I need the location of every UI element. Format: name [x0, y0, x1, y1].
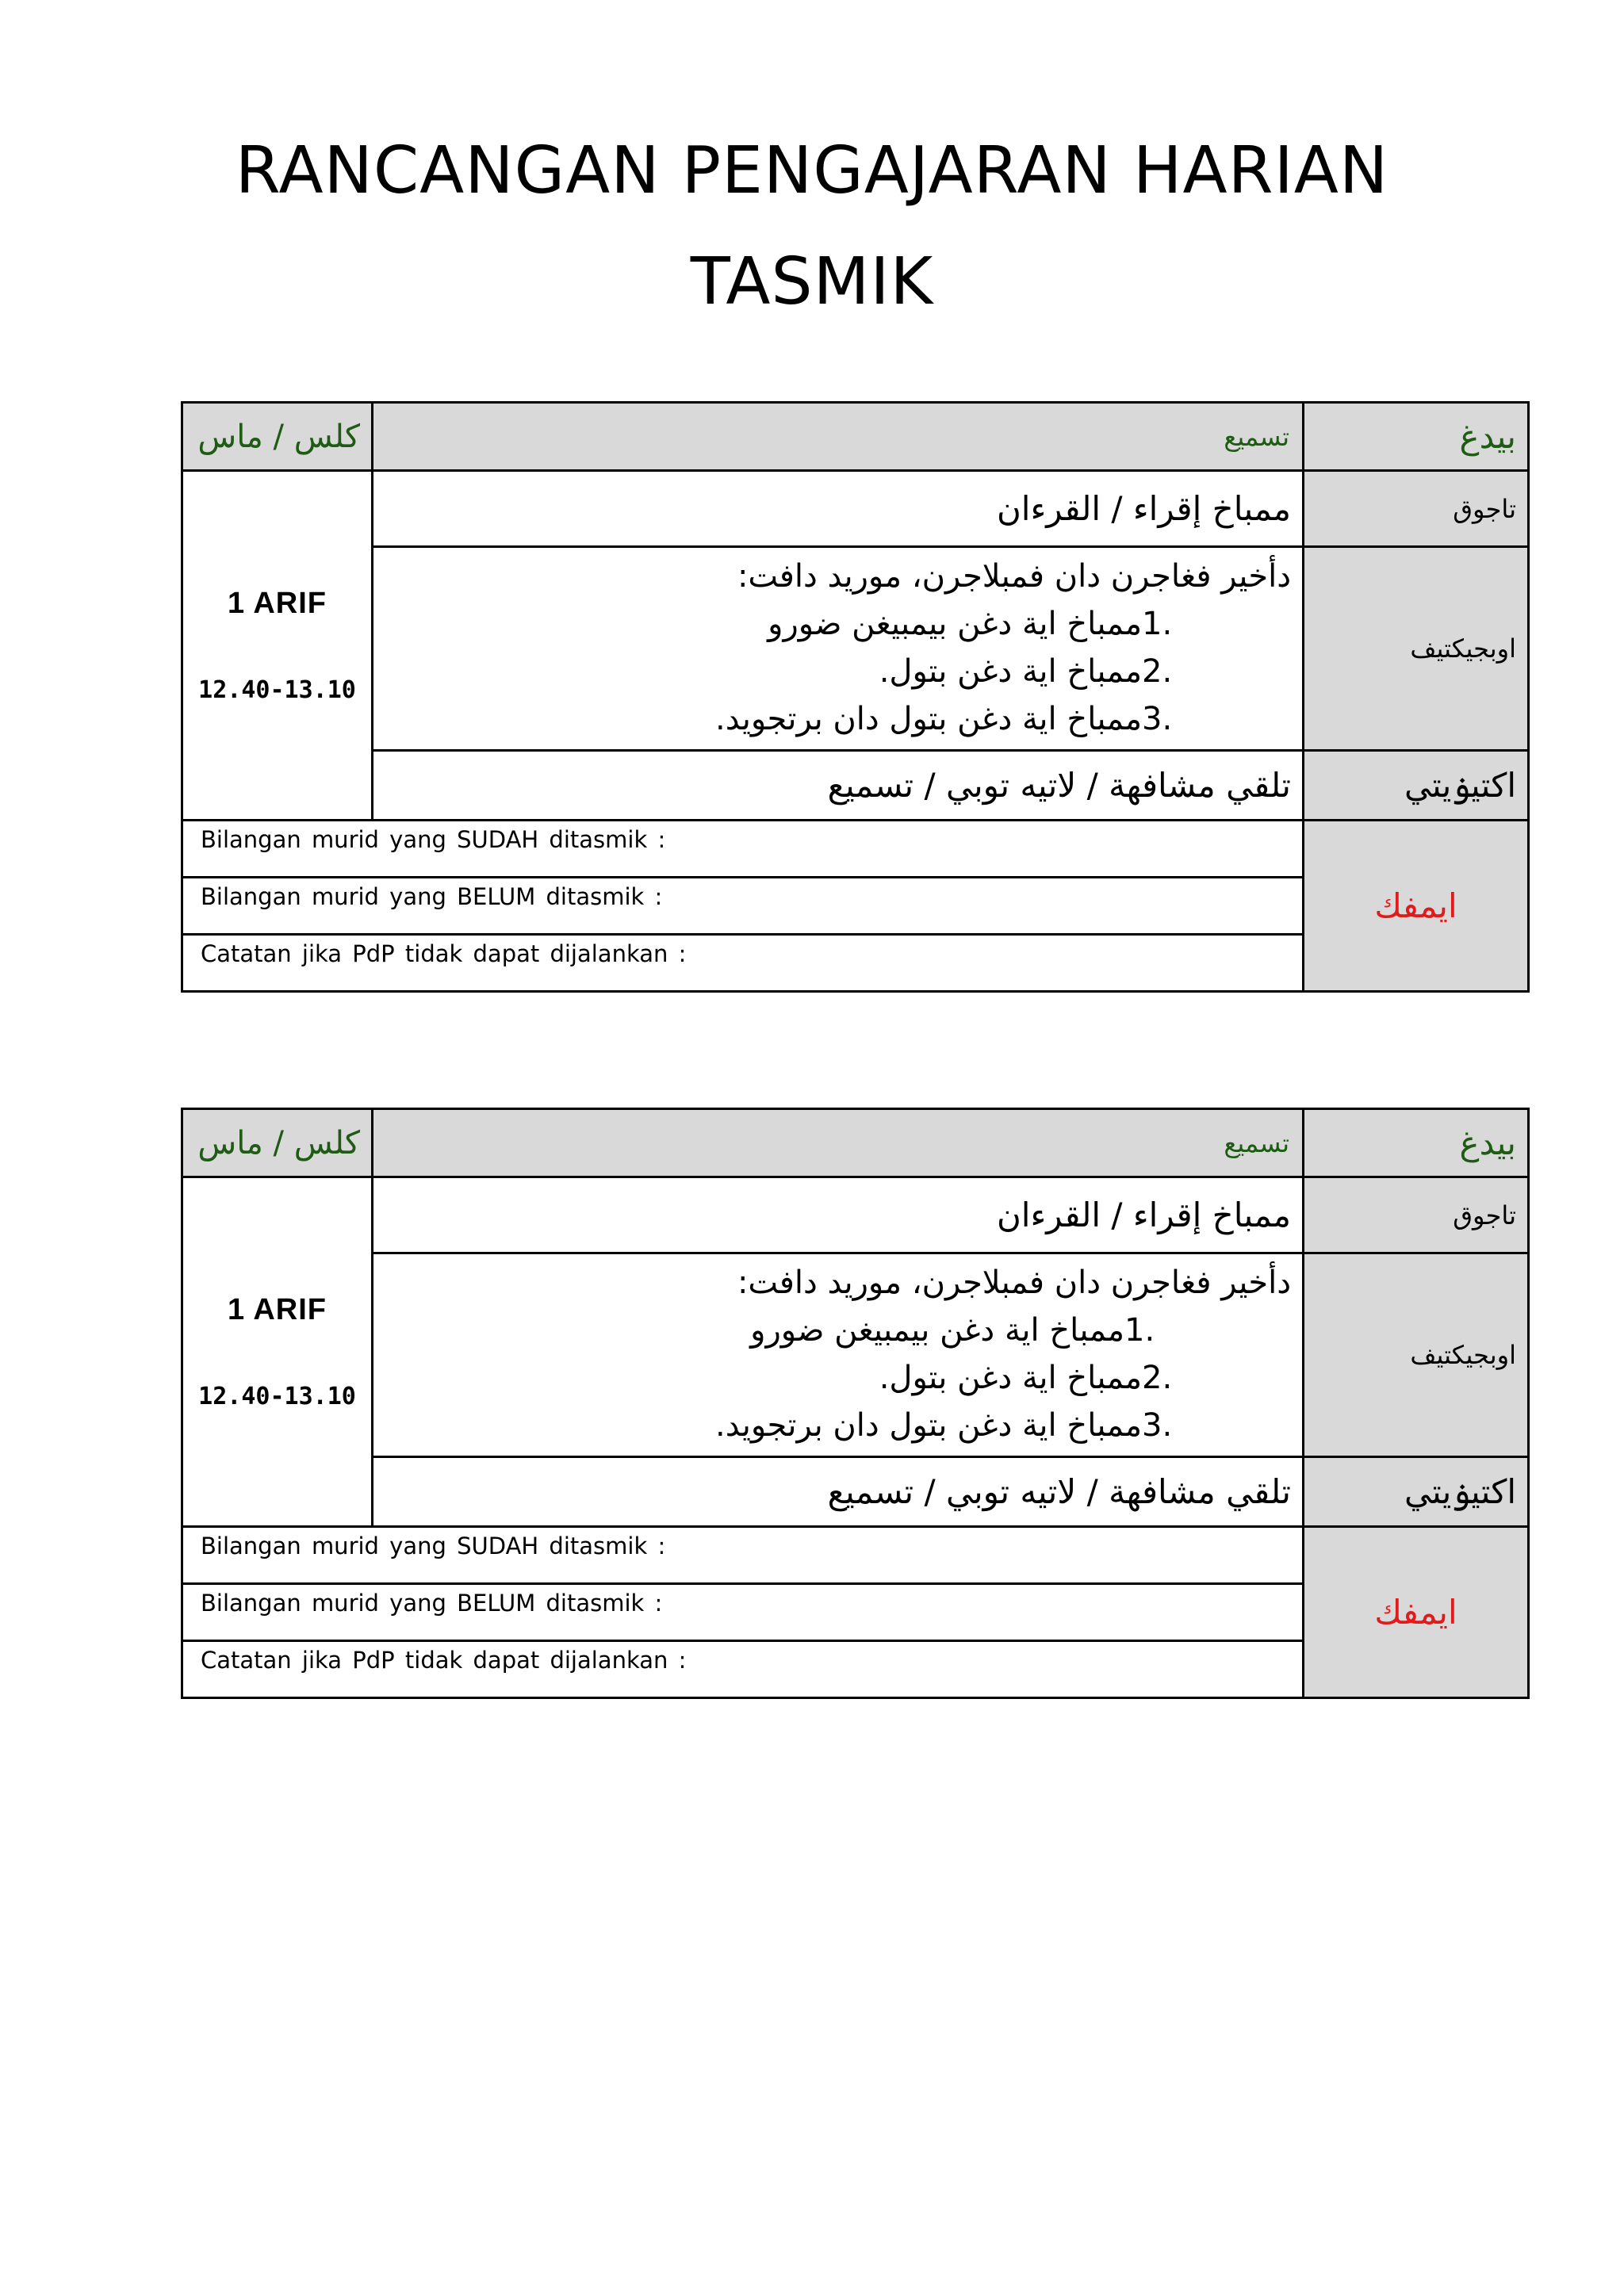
impak-catatan-text: Catatan jika PdP tidak dapat dijalankan : — [201, 1647, 687, 1674]
impak-catatan-line — [182, 935, 1304, 992]
objektif-row — [182, 1253, 1529, 1457]
objektif-content — [373, 547, 1304, 751]
objektif-row — [182, 547, 1529, 751]
objektif-item-number: 2. — [1142, 1360, 1173, 1396]
objektif-item — [373, 695, 1197, 743]
aktiviti-label: اكتيۏيتي — [1304, 751, 1529, 821]
impak-catatan-line — [182, 1641, 1304, 1698]
document-title: RANCANGAN PENGAJARAN HARIAN — [235, 133, 1389, 209]
lesson-plan-table — [181, 401, 1530, 993]
objektif-item-number: 1. — [1124, 1312, 1155, 1349]
tajuk-row — [182, 471, 1529, 547]
header-row — [182, 1109, 1529, 1177]
document-subtitle: TASMIK — [690, 244, 934, 320]
objektif-item — [373, 1307, 1180, 1354]
impak-row — [182, 821, 1529, 878]
tajuk-value: ممباخ إقراء / القرءان — [373, 1177, 1304, 1253]
objektif-item-text: ممباخ اية دغن بيمبيغن ضورو — [768, 606, 1142, 642]
bidang-label: بيدغ — [1304, 1109, 1529, 1177]
objektif-item — [373, 1354, 1197, 1402]
impak-belum-text: Bilangan murid yang BELUM ditasmik : — [201, 1590, 663, 1617]
tajuk-label: تاجوق — [1304, 1177, 1529, 1253]
objektif-item-text: ممباخ اية دغن بتول. — [879, 1360, 1142, 1396]
class-name: 1 ARIF — [228, 587, 327, 620]
objektif-item — [373, 648, 1197, 695]
impak-belum-line — [182, 1584, 1304, 1641]
subject-value: تسميع — [373, 1109, 1304, 1177]
impak-catatan-text: Catatan jika PdP tidak dapat dijalankan : — [201, 940, 687, 967]
objektif-item-number: 2. — [1142, 653, 1173, 690]
objektif-intro: دأخير فغاجرن دان فمبلاجرن، موريد دافت: — [737, 558, 1291, 595]
aktiviti-value: تلقي مشافهة / لاتيه توبي / تسميع — [373, 751, 1304, 821]
objektif-item-number: 1. — [1142, 606, 1173, 642]
impak-belum-line — [182, 878, 1304, 935]
tajuk-row — [182, 1177, 1529, 1253]
bidang-label: بيدغ — [1304, 403, 1529, 471]
impak-sudah-text: Bilangan murid yang SUDAH ditasmik : — [201, 826, 666, 853]
class-name: 1 ARIF — [228, 1293, 327, 1326]
impak-row — [182, 1527, 1529, 1584]
objektif-item-text: ممباخ اية دغن بتول. — [879, 653, 1142, 690]
impak-belum-text: Bilangan murid yang BELUM ditasmik : — [201, 883, 663, 910]
tajuk-label: تاجوق — [1304, 471, 1529, 547]
impak-label: ايمفك — [1304, 1527, 1529, 1698]
impak-sudah-line — [182, 1527, 1304, 1584]
objektif-item-text: ممباخ اية دغن بتول دان برتجويد. — [715, 701, 1142, 737]
objektif-item — [373, 600, 1197, 648]
header-row — [182, 403, 1529, 471]
objektif-item-number: 3. — [1142, 701, 1173, 737]
aktiviti-row — [182, 1457, 1529, 1527]
class-time: 12.40-13.10 — [198, 1383, 356, 1410]
class-time: 12.40-13.10 — [198, 676, 356, 704]
aktiviti-value: تلقي مشافهة / لاتيه توبي / تسميع — [373, 1457, 1304, 1527]
objektif-item — [373, 1402, 1197, 1449]
aktiviti-label: اكتيۏيتي — [1304, 1457, 1529, 1527]
objektif-item-number: 3. — [1142, 1407, 1173, 1444]
objektif-item-text: ممباخ اية دغن بتول دان برتجويد. — [715, 1407, 1142, 1444]
objektif-label: اوبجيكتيف — [1304, 547, 1529, 751]
class-time-cell — [182, 1177, 373, 1527]
objektif-intro: دأخير فغاجرن دان فمبلاجرن، موريد دافت: — [737, 1265, 1291, 1301]
aktiviti-row — [182, 751, 1529, 821]
subject-value: تسميع — [373, 403, 1304, 471]
impak-label: ايمفك — [1304, 821, 1529, 992]
impak-sudah-text: Bilangan murid yang SUDAH ditasmik : — [201, 1533, 666, 1559]
impak-sudah-line — [182, 821, 1304, 878]
objektif-content — [373, 1253, 1304, 1457]
objektif-label: اوبجيكتيف — [1304, 1253, 1529, 1457]
kelas-masa-label: كلس / ماس — [182, 403, 373, 471]
class-time-cell — [182, 471, 373, 821]
objektif-item-text: ممباخ اية دغن بيمبيغن ضورو — [750, 1312, 1124, 1349]
tajuk-value: ممباخ إقراء / القرءان — [373, 471, 1304, 547]
kelas-masa-label: كلس / ماس — [182, 1109, 373, 1177]
lesson-plan-table — [181, 1108, 1530, 1699]
